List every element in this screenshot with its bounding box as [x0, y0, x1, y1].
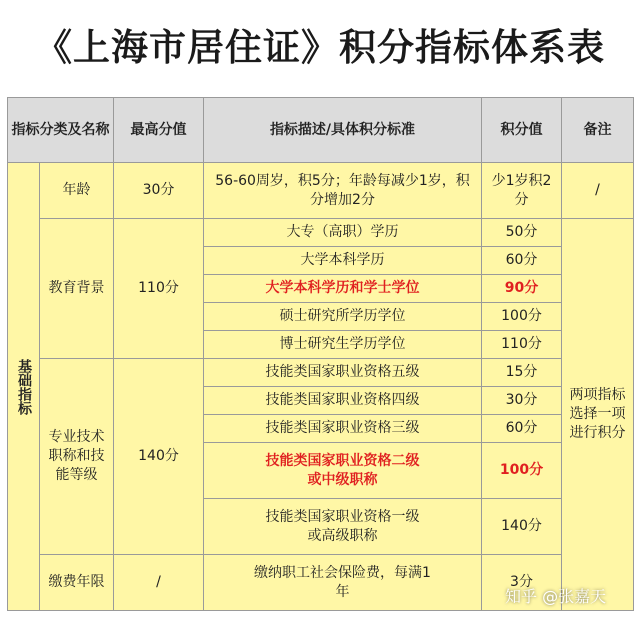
pro-score-0: 15分 [482, 359, 562, 387]
age-score: 少1岁积2分 [482, 163, 562, 219]
edu-score-4: 110分 [482, 331, 562, 359]
edu-desc-0: 大专（高职）学历 [204, 219, 482, 247]
group-label: 基础指标 [8, 163, 40, 611]
pro-desc-2: 技能类国家职业资格三级 [204, 415, 482, 443]
header-remark: 备注 [562, 98, 634, 163]
social-score: 3分 [482, 555, 562, 611]
table-row [8, 163, 634, 219]
professional-name: 专业技术职称和技能等级 [40, 359, 114, 555]
professional-max: 140分 [114, 359, 204, 555]
education-max: 110分 [114, 219, 204, 359]
score-table [7, 97, 634, 611]
header-description: 指标描述/具体积分标准 [204, 98, 482, 163]
edu-score-1: 60分 [482, 247, 562, 275]
edu-desc-2: 大学本科学历和学士学位 [204, 275, 482, 303]
social-name: 缴费年限 [40, 555, 114, 611]
edu-score-0: 50分 [482, 219, 562, 247]
edu-desc-3: 硕士研究所学历学位 [204, 303, 482, 331]
pro-score-3: 100分 [482, 443, 562, 499]
header-max-score: 最高分值 [114, 98, 204, 163]
header-score: 积分值 [482, 98, 562, 163]
pro-desc-1: 技能类国家职业资格四级 [204, 387, 482, 415]
edu-desc-1: 大学本科学历 [204, 247, 482, 275]
age-name: 年龄 [40, 163, 114, 219]
table-header-row [8, 98, 634, 163]
pro-score-1: 30分 [482, 387, 562, 415]
age-remark: / [562, 163, 634, 219]
edu-score-3: 100分 [482, 303, 562, 331]
education-name: 教育背景 [40, 219, 114, 359]
edu-desc-4: 博士研究生学历学位 [204, 331, 482, 359]
pro-score-2: 60分 [482, 415, 562, 443]
social-max: / [114, 555, 204, 611]
table-row [8, 359, 634, 387]
pro-desc-0: 技能类国家职业资格五级 [204, 359, 482, 387]
age-max: 30分 [114, 163, 204, 219]
watermark: 知乎 @张嘉天 [505, 587, 607, 606]
page-title: 《上海市居住证》积分指标体系表 [35, 25, 605, 69]
age-desc: 56-60周岁，积5分；年龄每减少1岁，积分增加2分 [204, 163, 482, 219]
pro-desc-3: 技能类国家职业资格二级或中级职称 [204, 443, 482, 499]
edu-score-2: 90分 [482, 275, 562, 303]
pro-score-4: 140分 [482, 499, 562, 555]
header-category: 指标分类及名称 [8, 98, 114, 163]
combined-remark: 两项指标选择一项进行积分 [562, 219, 634, 611]
pro-desc-4: 技能类国家职业资格一级或高级职称 [204, 499, 482, 555]
table-row [8, 219, 634, 247]
social-desc: 缴纳职工社会保险费，每满1年 [204, 555, 482, 611]
